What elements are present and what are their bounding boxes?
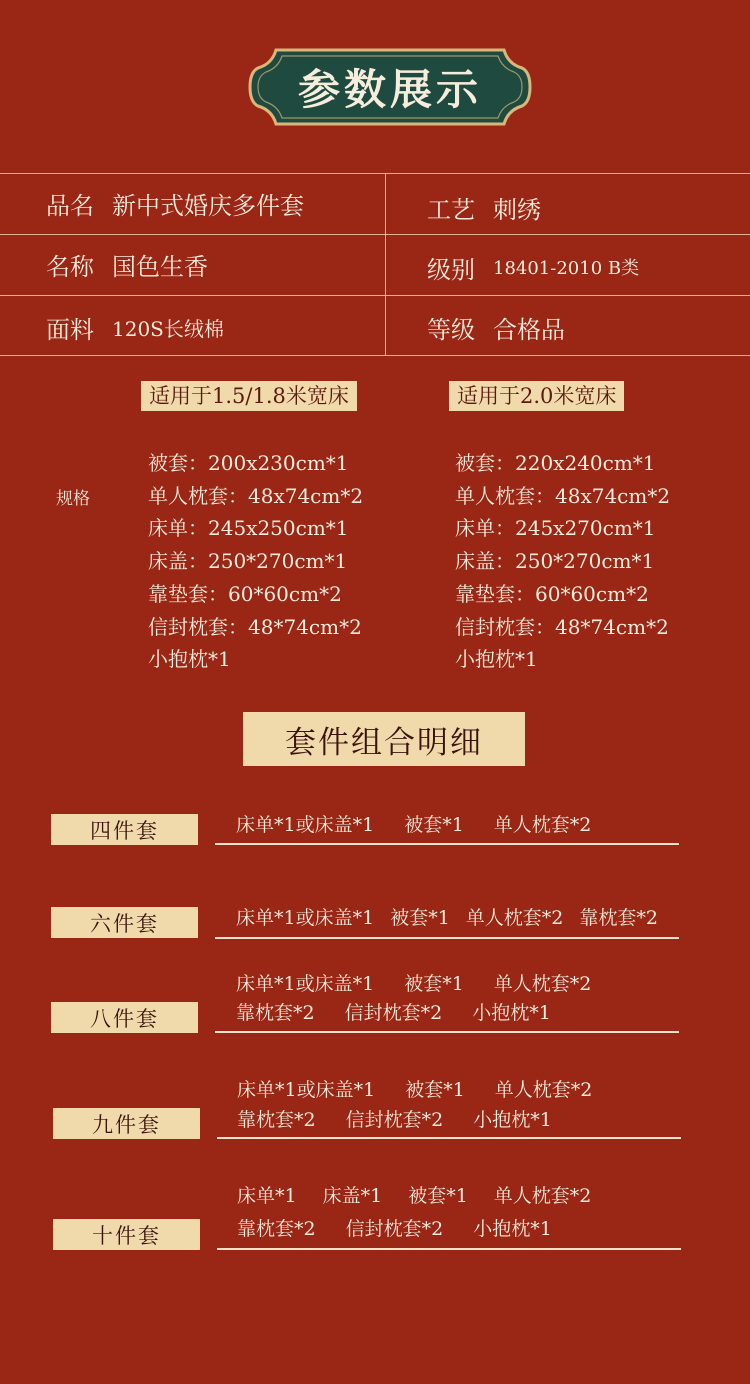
param-key: 名称 bbox=[46, 252, 94, 281]
spec-item: 小抱枕*1 bbox=[148, 647, 231, 672]
combo-item: 单人枕套*2 bbox=[465, 907, 564, 929]
combo-item: 床单*1或床盖*1 bbox=[236, 973, 375, 995]
page-title: 参数展示 bbox=[297, 65, 482, 114]
combo-line bbox=[236, 969, 591, 996]
param-value: 新中式婚庆多件套 bbox=[112, 191, 304, 220]
spec-item: 靠垫套：60*60cm*2 bbox=[455, 581, 649, 606]
combo-item: 小抱枕*1 bbox=[472, 1002, 551, 1024]
param-key: 工艺 bbox=[427, 195, 475, 224]
combo-section-title: 套件组合明细 bbox=[243, 712, 525, 766]
param-key: 等级 bbox=[427, 315, 475, 344]
spec-item: 床单：245x270cm*1 bbox=[455, 516, 656, 541]
combo-tag: 四件套 bbox=[51, 814, 198, 845]
combo-line bbox=[237, 1105, 552, 1132]
combo-underline bbox=[215, 843, 679, 845]
header-plaque bbox=[246, 46, 534, 128]
param-craft bbox=[427, 177, 541, 237]
combo-line bbox=[236, 903, 658, 930]
spec-item: 被套：200x230cm*1 bbox=[148, 451, 349, 475]
param-value: 合格品 bbox=[493, 315, 565, 344]
combo-item: 单人枕套*2 bbox=[494, 1079, 593, 1101]
combo-tag: 八件套 bbox=[51, 1002, 198, 1033]
combo-item: 被套*1 bbox=[404, 973, 464, 995]
param-value: 刺绣 bbox=[493, 195, 541, 224]
spec-item: 靠垫套：60*60cm*2 bbox=[148, 581, 342, 606]
spec-item: 床单：245x250cm*1 bbox=[148, 516, 349, 541]
combo-item: 被套*1 bbox=[408, 1185, 468, 1207]
param-fabric bbox=[46, 297, 224, 357]
combo-item: 靠枕套*2 bbox=[236, 1002, 315, 1024]
combo-item: 靠枕套*2 bbox=[579, 907, 658, 929]
combo-underline bbox=[217, 1248, 681, 1250]
spec-item: 被套：220x240cm*1 bbox=[455, 451, 656, 475]
combo-item: 床盖*1 bbox=[322, 1185, 383, 1207]
spec-item: 单人枕套：48x74cm*2 bbox=[455, 483, 671, 508]
param-value: 国色生香 bbox=[112, 252, 208, 281]
param-table bbox=[0, 173, 750, 356]
combo-item: 床单*1 bbox=[237, 1185, 297, 1207]
combo-item: 小抱枕*1 bbox=[473, 1109, 552, 1131]
combo-item: 靠枕套*2 bbox=[237, 1218, 316, 1240]
combo-tag: 九件套 bbox=[53, 1108, 200, 1139]
combo-item: 被套*1 bbox=[405, 1079, 465, 1101]
param-value: 120S长绒棉 bbox=[112, 316, 224, 341]
spec-item: 床盖：250*270cm*1 bbox=[455, 549, 655, 574]
spec-col1-list bbox=[148, 447, 363, 676]
combo-item: 被套*1 bbox=[390, 907, 450, 929]
spec-col1-title: 适用于1.5/1.8米宽床 bbox=[141, 381, 357, 411]
param-key: 品名 bbox=[46, 191, 94, 220]
combo-line bbox=[237, 1075, 592, 1102]
combo-item: 单人枕套*2 bbox=[493, 973, 592, 995]
param-title bbox=[46, 234, 208, 294]
combo-item: 信封枕套*2 bbox=[345, 1218, 444, 1240]
combo-item: 靠枕套*2 bbox=[237, 1109, 316, 1131]
combo-item: 小抱枕*1 bbox=[473, 1218, 552, 1240]
param-name bbox=[46, 173, 304, 233]
spec-item: 床盖：250*270cm*1 bbox=[148, 549, 348, 574]
spec-item: 小抱枕*1 bbox=[455, 647, 538, 672]
combo-item: 床单*1或床盖*1 bbox=[236, 907, 375, 929]
combo-tag: 六件套 bbox=[51, 907, 198, 938]
spec-item: 信封枕套：48*74cm*2 bbox=[148, 614, 362, 639]
spec-item: 单人枕套：48x74cm*2 bbox=[148, 483, 364, 508]
combo-line bbox=[237, 1181, 591, 1208]
param-grade-standard bbox=[427, 237, 639, 297]
combo-item: 单人枕套*2 bbox=[493, 1185, 592, 1207]
combo-line bbox=[237, 1214, 552, 1241]
param-key: 级别 bbox=[427, 255, 475, 284]
spec-col2-title: 适用于2.0米宽床 bbox=[449, 381, 624, 411]
combo-tag: 十件套 bbox=[53, 1219, 200, 1250]
combo-item: 床单*1或床盖*1 bbox=[237, 1079, 376, 1101]
spec-item: 信封枕套：48*74cm*2 bbox=[455, 614, 669, 639]
combo-item: 床单*1或床盖*1 bbox=[236, 814, 375, 836]
param-key: 面料 bbox=[46, 315, 94, 344]
param-quality bbox=[427, 297, 565, 357]
spec-label: 规格 bbox=[56, 489, 90, 509]
combo-underline bbox=[217, 1137, 681, 1139]
combo-item: 信封枕套*2 bbox=[345, 1109, 444, 1131]
table-column-divider bbox=[385, 173, 386, 356]
combo-item: 被套*1 bbox=[404, 814, 464, 836]
combo-line bbox=[236, 998, 551, 1025]
combo-line bbox=[236, 810, 591, 837]
param-value: 18401-2010 B类 bbox=[493, 258, 640, 279]
spec-col2-list bbox=[455, 447, 670, 676]
combo-item: 信封枕套*2 bbox=[344, 1002, 443, 1024]
combo-item: 单人枕套*2 bbox=[493, 814, 592, 836]
combo-underline bbox=[215, 1031, 679, 1033]
combo-underline bbox=[215, 937, 679, 939]
